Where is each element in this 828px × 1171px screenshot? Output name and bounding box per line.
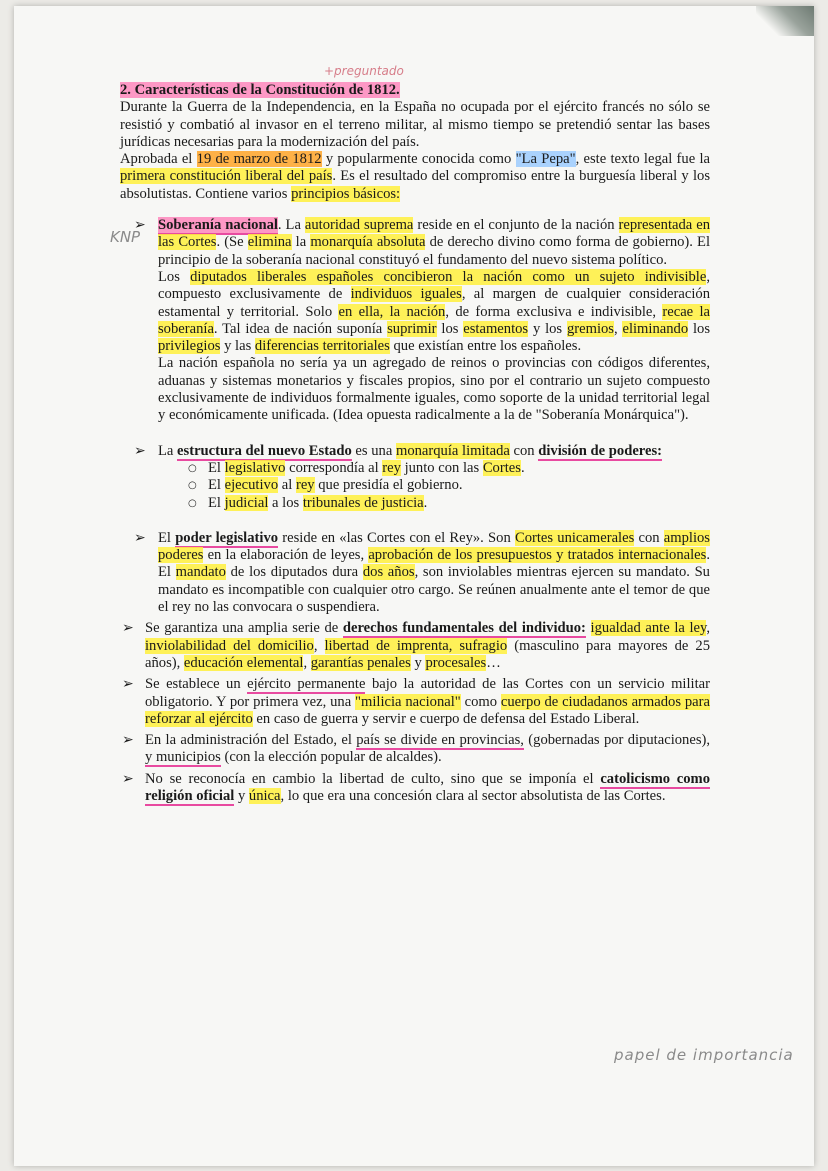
sub-item-judicial: ○ El judicial a los tribunales de justicia. — [188, 494, 428, 511]
document-body — [120, 82, 710, 805]
sub-item-legislativo: ○ El legislativo correspondía al rey junto con las Cortes. — [188, 459, 525, 476]
heading-administracion: país se divide en provincias, — [356, 732, 524, 749]
sub-item-ejecutivo: ○ El ejecutivo al rey que presidía el gobierno. — [188, 477, 463, 494]
heading-soberania: Soberanía nacional — [158, 217, 278, 234]
heading-estructura: estructura del nuevo Estado — [177, 442, 352, 459]
section-title: 2. Características de la Constitución de 1812. — [120, 82, 400, 98]
arrow-bullet-icon: ➢ — [134, 442, 146, 459]
list-item-legislativo: ➢ El poder legislativo reside en «las Cortes con el Rey». Son Cortes unicamerales con amplios poderes en la elaboración de leyes, aprobación de los presupuestos y tratados internacionales. El mandato de los diputados dura dos años, son inviolables mientras ejercen su mandato. Su mandato es incompatible con cualquier otro cargo. Se reúnen anualmente ante el temor de que el rey no las convocara o suspendiera. — [134, 529, 710, 616]
page-corner-shadow — [756, 6, 814, 36]
handwritten-note-margin: KNP — [110, 228, 141, 246]
arrow-bullet-icon: ➢ — [134, 529, 146, 546]
heading-religion: catolicismo como religión oficial — [145, 770, 710, 804]
arrow-bullet-icon: ➢ — [134, 217, 146, 234]
circle-bullet-icon: ○ — [188, 480, 197, 492]
heading-legislativo: poder legislativo — [175, 529, 279, 546]
circle-bullet-icon: ○ — [188, 462, 197, 474]
arrow-bullet-icon: ➢ — [122, 770, 134, 787]
date-highlight: 19 de marzo de 1812 — [196, 151, 322, 168]
list-item-estructura: ➢ La estructura del nuevo Estado es una monarquía limitada con división de poderes: ○ El legislativo correspondía al rey junto con las Cortes. ○ El ejecutivo al rey que presidía el gobierno. ○ El judicial a los tribunales de justicia. — [120, 443, 710, 512]
heading-ejercito: ejército permanente — [247, 676, 366, 693]
list-item-derechos: ➢ Se garantiza una amplia serie de derechos fundamentales del individuo: igualdad ante la ley, inviolabilidad del domicilio, libertad de imprenta, sufragio (masculino para mayores de 25 años), educación elemental, garantías penales y procesales… — [122, 620, 711, 671]
heading-derechos: derechos fundamentales del individuo: — [342, 620, 586, 637]
handwritten-note-bottom: papel de importancia — [614, 1046, 794, 1064]
list-item-administracion: ➢ En la administración del Estado, el país se divide en provincias, (gobernadas por diputaciones), y municipios (con la elección popular de alcaldes). — [122, 732, 711, 766]
nickname-highlight: "La Pepa" — [515, 151, 576, 168]
arrow-bullet-icon: ➢ — [122, 732, 134, 749]
arrow-bullet-icon: ➢ — [122, 676, 134, 693]
handwritten-note-top: +preguntado — [324, 64, 404, 78]
approval-paragraph: Aprobada el 19 de marzo de 1812 y popularmente conocida como "La Pepa", este texto legal fue la primera constitución liberal del país. Es el resultado del compromiso entre la burguesía liberal y los absolutistas. Contiene varios principios básicos: — [120, 151, 711, 202]
circle-bullet-icon: ○ — [188, 497, 197, 509]
list-item-religion: ➢ No se reconocía en cambio la libertad de culto, sino que se imponía el catolicismo como religión oficial y única, lo que era una concesión clara al sector absolutista de las Cortes. — [122, 770, 710, 804]
list-item-ejercito: ➢ Se establece un ejército permanente bajo la autoridad de las Cortes con un servicio militar obligatorio. Y por primera vez, una "milicia nacional" como cuerpo de ciudadanos armados para reforzar al ejército en caso de guerra y servir e cuerpo de defensa del Estado Liberal. — [122, 676, 710, 727]
intro-paragraph: Durante la Guerra de la Independencia, en la España no ocupada por el ejército francés no sólo se resistió y combatió al invasor en el terreno militar, al mismo tiempo se pretendió sentar las bases jurídicas necesarias para la modernización del país. — [120, 99, 710, 150]
arrow-bullet-icon: ➢ — [122, 620, 134, 637]
list-item-soberania: ➢ Soberanía nacional. La autoridad suprema reside en el conjunto de la nación representada en las Cortes. (Se elimina la monarquía absoluta de derecho divino como forma de gobierno). El principio de la soberanía nacional constituyó el fundamento del nuevo sistema político. Los diputados liberales españoles concibieron la nación como un sujeto indivisible, compuesto exclusivamente de individuos iguales, al margen de cualquier consideración estamental y territorial. Solo en ella, la nación, de forma exclusiva e indivisible, recae la soberanía. Tal idea de nación suponía suprimir los estamentos y los gremios, eliminando los privilegios y las diferencias territoriales que existían entre los españoles. La nación española no sería ya un agregado de reinos o provincias con códigos diferentes, aduanas y sistemas monetarios y fiscales propios, sino por el contrario un sujeto compuesto exclusivamente de individuos formalmente iguales, como soporte de la unidad territorial legal y económicamente unificada. (Idea opuesta radicalmente a la de "Soberanía Monárquica"). — [134, 217, 711, 424]
